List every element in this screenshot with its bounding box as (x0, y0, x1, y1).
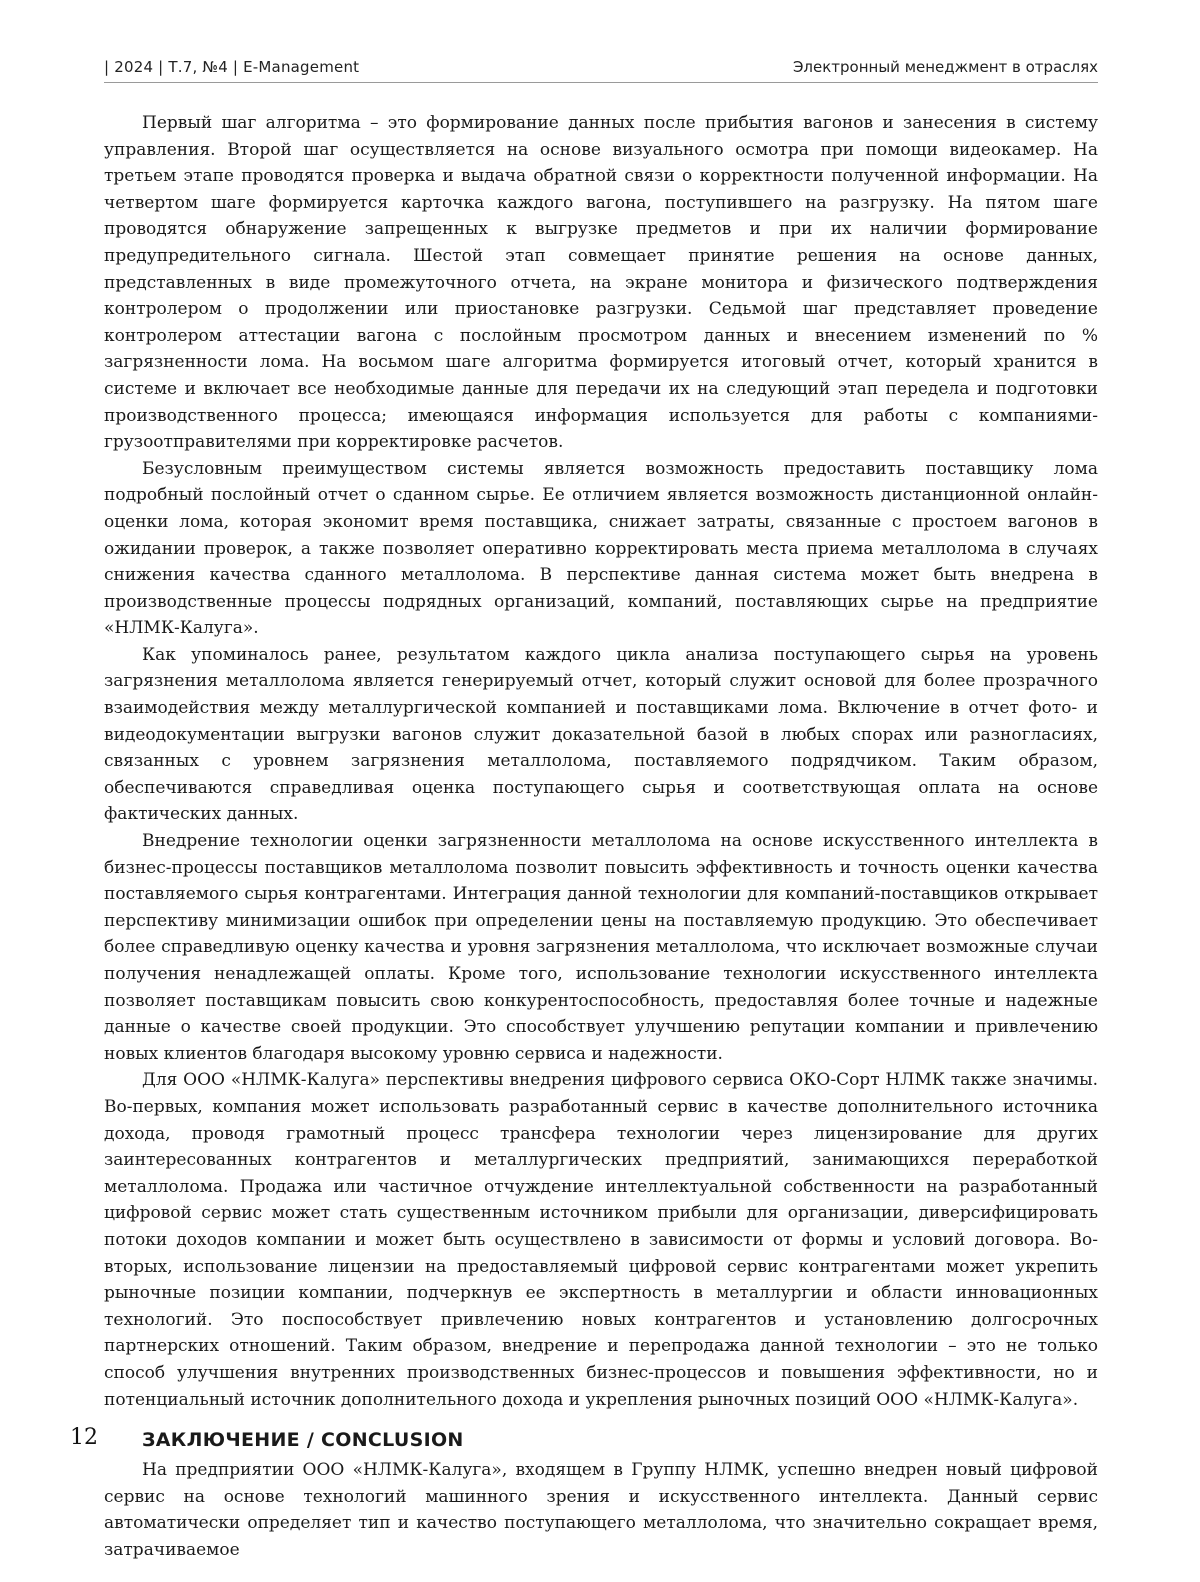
paragraph-algorithm-steps: Первый шаг алгоритма – это формирование данных после прибытия вагонов и занесения в систему управления. Второй шаг осуществляется на основе визуального осмотра при помощи видеокамер. На третьем этапе проводятся проверка и выдача обратной связи о корректности полученной информации. На четвертом шаге формируется карточка каждого вагона, поступившего на разгрузку. На пятом шаге проводятся обнаружение запрещенных к выгрузке предметов и при их наличии формирование предупредительного сигнала. Шестой этап совмещает принятие решения на основе данных, представленных в виде промежуточного отчета, на экране монитора и физического подтверждения контролером о продолжении или приостановке разгрузки. Седьмой шаг представляет проведение контролером аттестации вагона с послойным просмотром данных и внесением изменений по % загрязненности лома. На восьмом шаге алгоритма формируется итоговый отчет, который хранится в системе и включает все необходимые данные для передачи их на следующий этап передела и подготовки производственного процесса; имеющаяся информация используется для работы с компаниями-грузоотправителями при корректировке расчетов. (104, 110, 1098, 456)
journal-issue-info: | 2024 | Т.7, №4 | E-Management (104, 58, 359, 76)
section-title: Электронный менеджмент в отраслях (793, 58, 1098, 76)
page-number: 12 (70, 1425, 98, 1450)
paragraph-ai-implementation: Внедрение технологии оценки загрязненности металлолома на основе искусственного интеллекта в бизнес-процессы поставщиков металлолома позволит повысить эффективность и точность оценки качества поставляемого сырья контрагентами. Интеграция данной технологии для компаний-поставщиков открывает перспективу минимизации ошибок при определении цены на поставляемую продукцию. Это обеспечивает более справедливую оценку качества и уровня загрязнения металлолома, что исключает возможные случаи получения ненадлежащей оплаты. Кроме того, использование технологии искусственного интеллекта позволяет поставщикам повысить свою конкурентоспособность, предоставляя более точные и надежные данные о качестве своей продукции. Это способствует улучшению репутации компании и привлечению новых клиентов благодаря высокому уровню сервиса и надежности. (104, 828, 1098, 1067)
running-header (104, 56, 1098, 83)
paragraph-nlmk-perspectives: Для ООО «НЛМК-Калуга» перспективы внедрения цифрового сервиса ОКО-Сорт НЛМК также значимы. Во-первых, компания может использовать разработанный сервис в качестве дополнительного источника дохода, проводя грамотный процесс трансфера технологии через лицензирование для других заинтересованных контрагентов и металлургических предприятий, занимающихся переработкой металлолома. Продажа или частичное отчуждение интеллектуальной собственности на разработанный цифровой сервис может стать существенным источником прибыли для организации, диверсифицировать потоки доходов компании и может быть осуществлено в зависимости от формы и условий договора. Во-вторых, использование лицензии на предоставляемый цифровой сервис контрагентами может укрепить рыночные позиции компании, подчеркнув ее экспертность в металлургии и области инновационных технологий. Это поспособствует привлечению новых контрагентов и установлению долгосрочных партнерских отношений. Таким образом, внедрение и перепродажа данной технологии – это не только способ улучшения внутренних производственных бизнес-процессов и повышения эффективности, но и потенциальный источник дополнительного дохода и укрепления рыночных позиций ООО «НЛМК-Калуга». (104, 1067, 1098, 1413)
paragraph-report-transparency: Как упоминалось ранее, результатом каждого цикла анализа поступающего сырья на уровень загрязнения металлолома является генерируемый отчет, который служит основой для более прозрачного взаимодействия между металлургической компанией и поставщиками лома. Включение в отчет фото- и видеодокументации выгрузки вагонов служит доказательной базой в любых спорах или разногласиях, связанных с уровнем загрязнения металлолома, поставляемого подрядчиком. Таким образом, обеспечиваются справедливая оценка поступающего сырья и соответствующая оплата на основе фактических данных. (104, 642, 1098, 828)
article-body (104, 110, 1098, 1563)
conclusion-heading: ЗАКЛЮЧЕНИЕ / CONCLUSION (142, 1427, 1098, 1453)
paragraph-system-advantages: Безусловным преимуществом системы является возможность предоставить поставщику лома подробный послойный отчет о сданном сырье. Ее отличием является возможность дистанционной онлайн-оценки лома, которая экономит время поставщика, снижает затраты, связанные с простоем вагонов в ожидании проверок, а также позволяет оперативно корректировать места приема металлолома в случаях снижения качества сданного металлолома. В перспективе данная система может быть внедрена в производственные процессы подрядных организаций, компаний, поставляющих сырье на предприятие «НЛМК-Калуга». (104, 456, 1098, 642)
paragraph-conclusion: На предприятии ООО «НЛМК-Калуга», входящем в Группу НЛМК, успешно внедрен новый цифровой сервис на основе технологий машинного зрения и искусственного интеллекта. Данный сервис автоматически определяет тип и качество поступающего металлолома, что значительно сокращает время, затрачиваемое (104, 1457, 1098, 1563)
